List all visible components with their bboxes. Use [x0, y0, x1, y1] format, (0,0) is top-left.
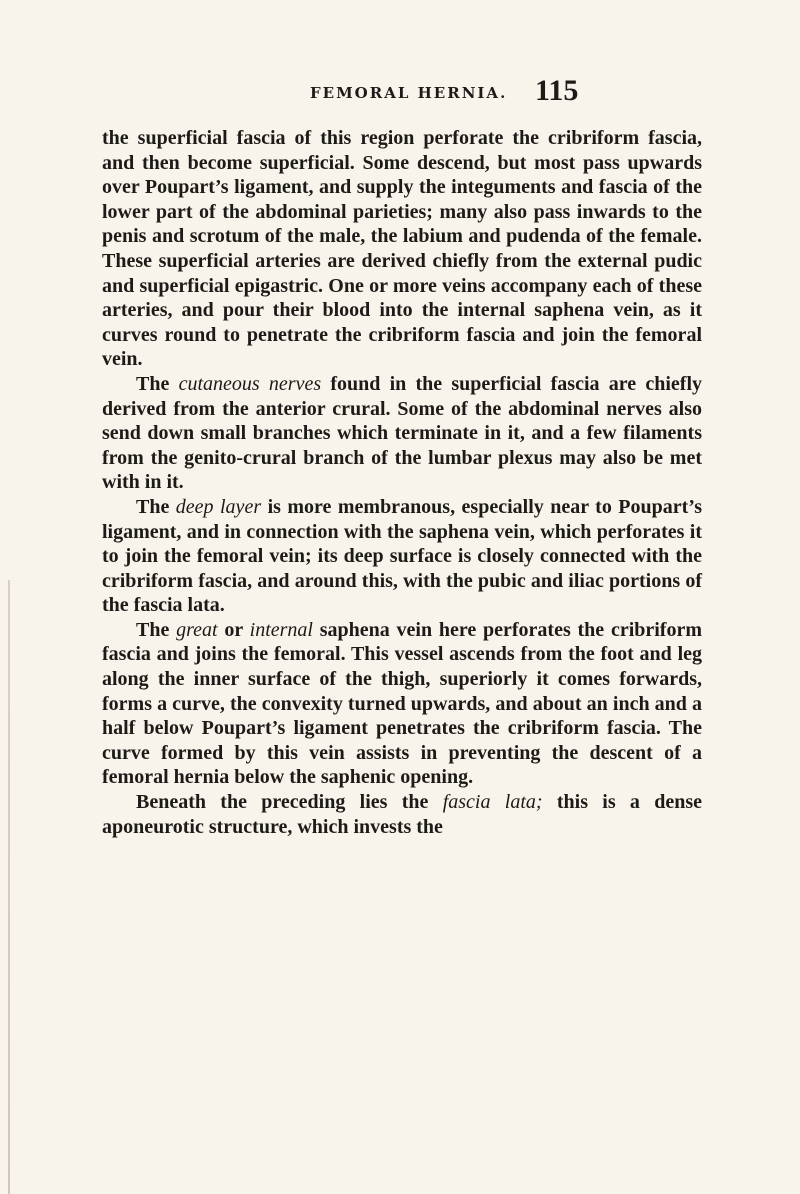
page-header: [280, 74, 580, 107]
paragraph-4: [102, 618, 702, 790]
paragraph-text: is more membranous, especially near to Poupart’s ligament, and in connection with the saphena vein, which perforates it to join the femoral vein; its deep surface is closely connected with the cribriform fascia, and around this, with the pubic and iliac portions of the fascia lata.: [102, 495, 702, 617]
body-text: [102, 126, 702, 839]
paragraph-text: The: [136, 618, 177, 641]
running-head: FEMORAL HERNIA.: [310, 84, 508, 102]
paragraph-text: saphena vein here perforates the cribriform fascia and joins the femoral. This vessel ascends from the foot and leg along the inner surface of the thigh, superiorly it comes forwards, forms a curve, the convexity turned upwards, and about an inch and a half below Poupart’s ligament penetrates the cribriform fascia. The curve formed by this vein assists in preventing the descent of a femoral hernia below the saphenic opening.: [102, 618, 703, 789]
italic-term: deep layer: [175, 495, 262, 518]
italic-term: fascia lata;: [442, 791, 543, 814]
paragraph-text: The: [136, 495, 176, 518]
paragraph-text: or: [217, 618, 250, 641]
paragraph-5: [102, 790, 702, 839]
italic-term: great: [176, 618, 218, 641]
paragraph-text: The: [136, 372, 179, 395]
paragraph-3: [102, 495, 702, 618]
paragraph-1: [102, 126, 702, 372]
paragraph-text: found in the superficial fascia are chiefly derived from the anterior crural. Some of the abdominal nerves also send down small branches which terminate in it, and a few filaments from the genito-crural branch of the lumbar plexus may also be met with in it.: [102, 372, 703, 494]
paragraph-2: [102, 372, 702, 495]
page-edge-shadow: [8, 580, 10, 1194]
paragraph-text: this is a dense aponeurotic structure, which invests the: [102, 791, 703, 838]
paragraph-text: the superficial fascia of this region perforate the cribriform fascia, and then become superficial. Some descend, but most pass upwards over Poupart’s ligament, and supply the integuments and fascia of the lower part of the abdominal parieties; many also pass inwards to the penis and scrotum of the male, the labium and pudenda of the female. These superficial arteries are derived chiefly from the external pudic and superficial epigastric. One or more veins accompany each of these arteries, and pour their blood into the internal saphena vein, as it curves round to penetrate the cribriform fascia and join the femoral vein.: [102, 127, 702, 371]
page-number: 115: [535, 74, 579, 107]
paragraph-text: Beneath the preceding lies the: [136, 791, 443, 814]
italic-term: cutaneous nerves: [178, 372, 322, 395]
italic-term: internal: [249, 618, 313, 641]
